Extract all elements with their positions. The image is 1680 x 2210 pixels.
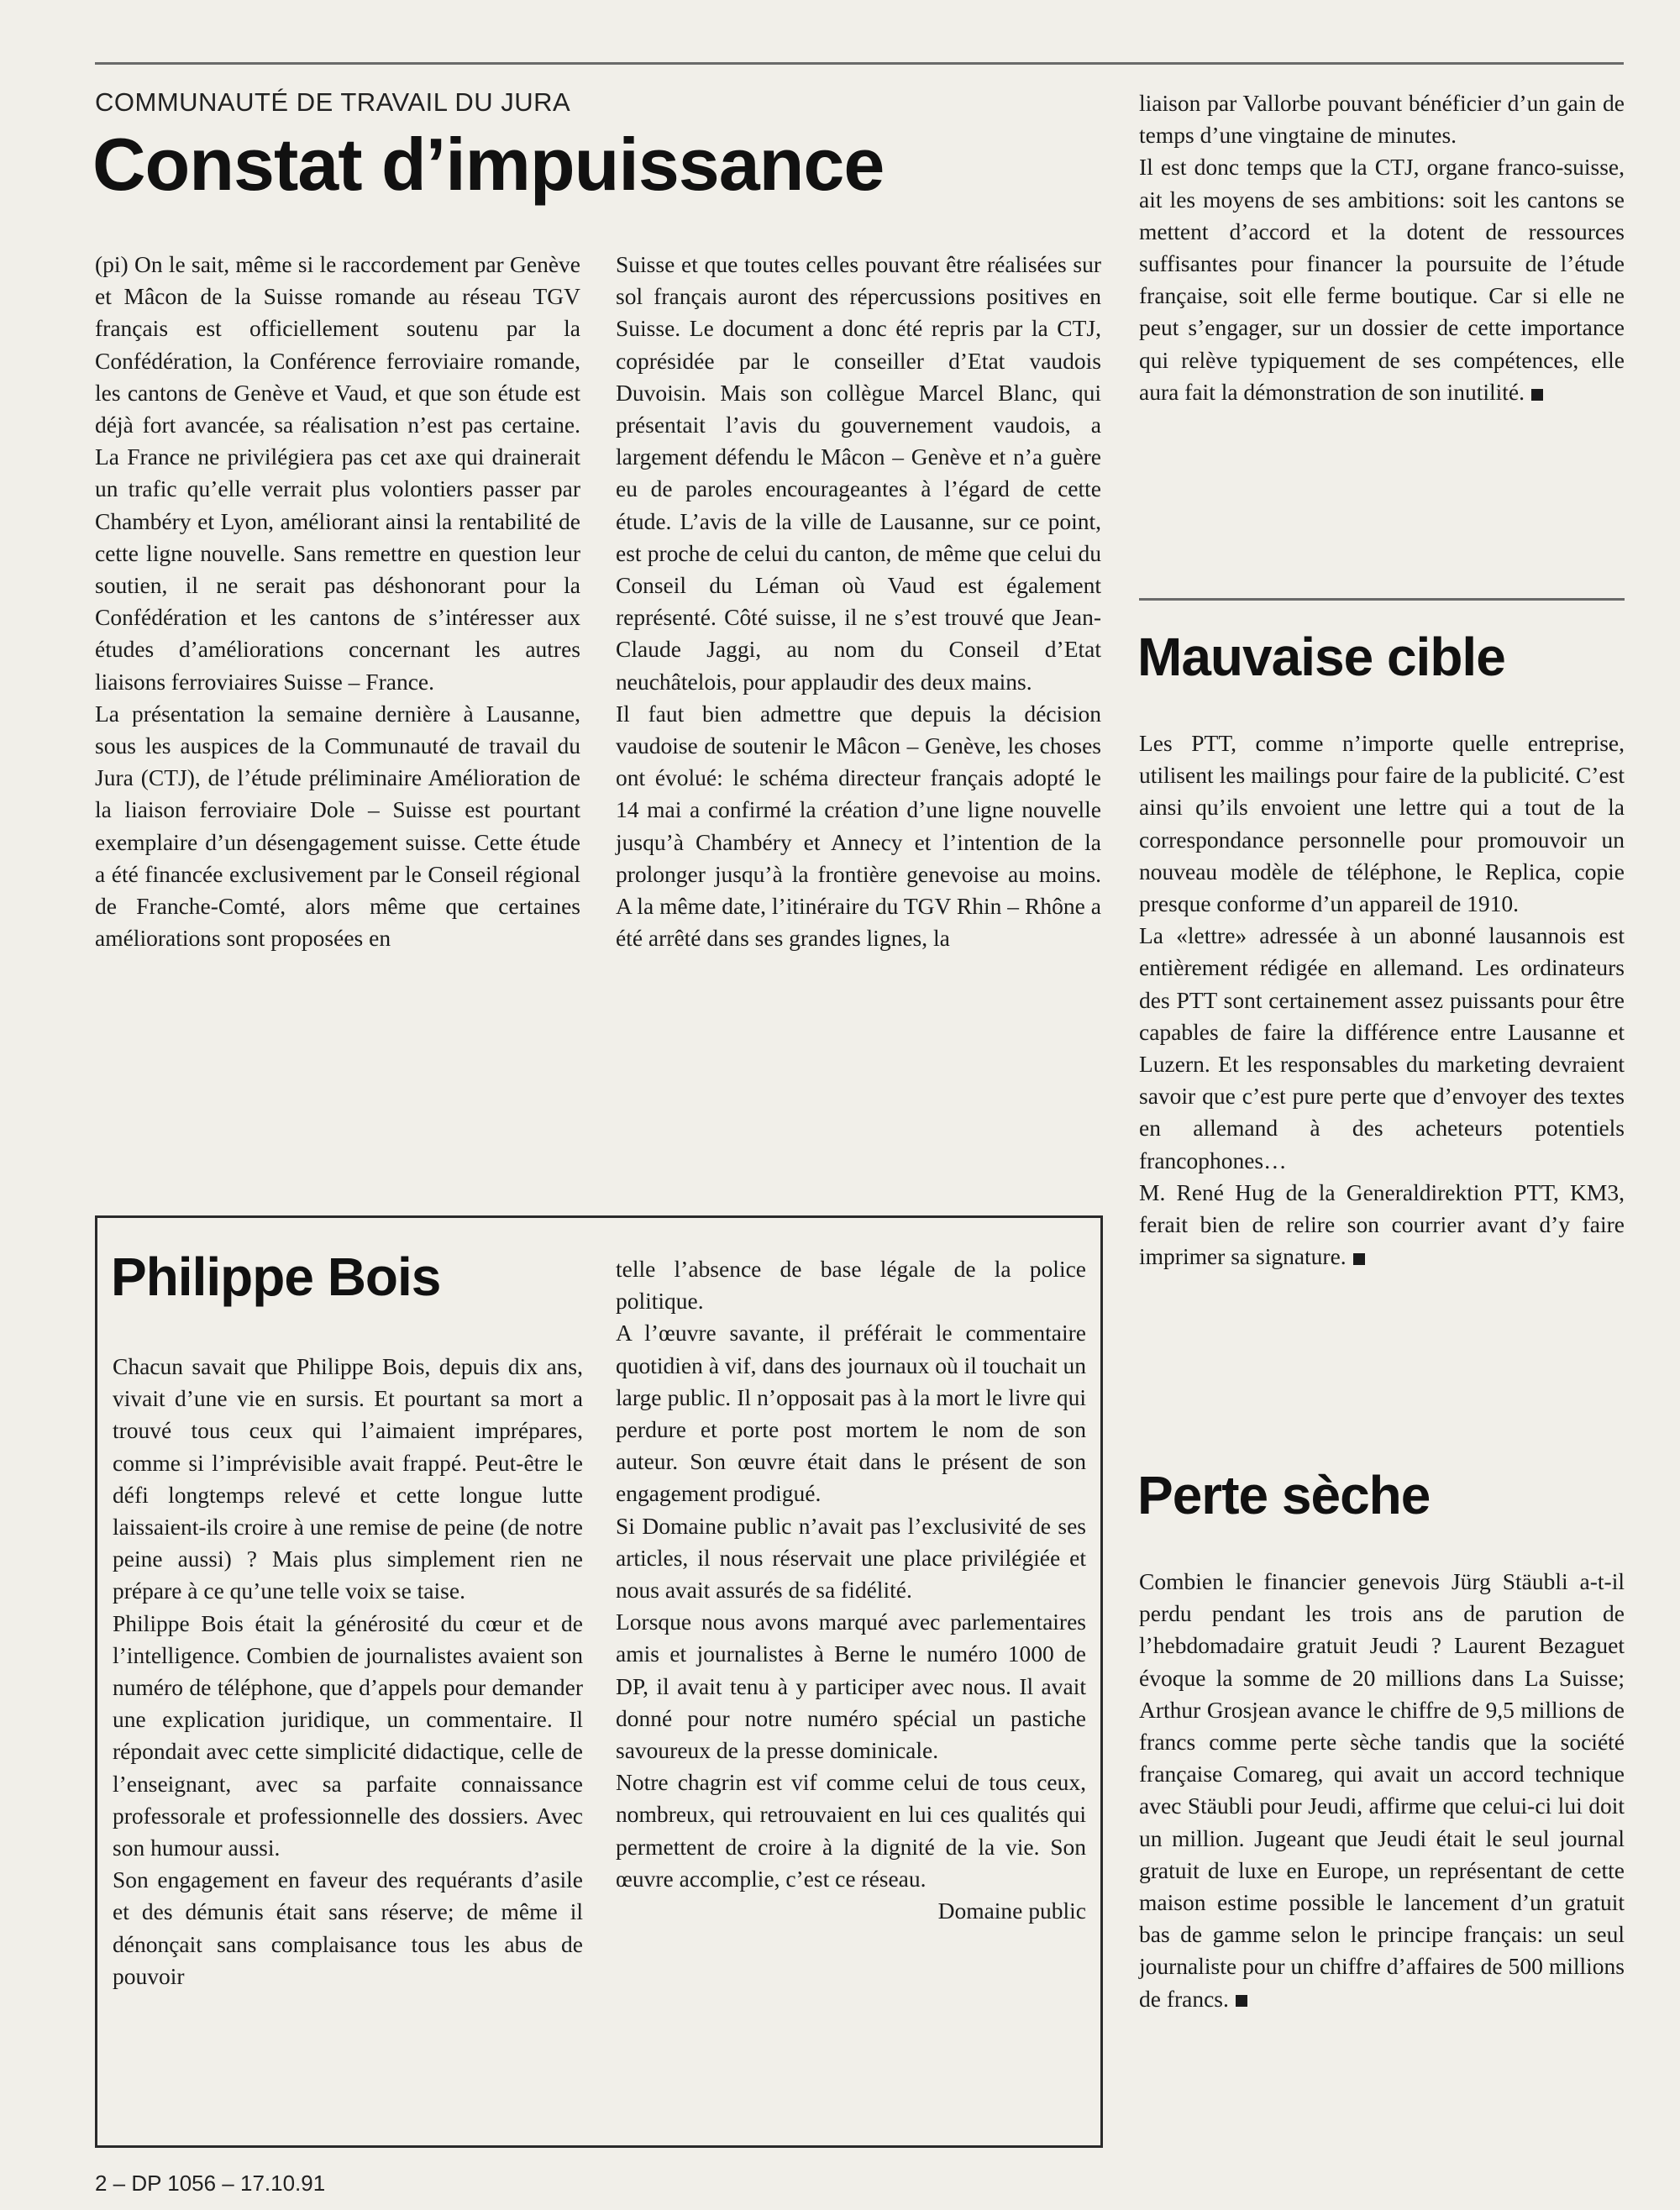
- article-column-3: [1139, 87, 1625, 408]
- article-kicker: COMMUNAUTÉ DE TRAVAIL DU JURA: [95, 87, 571, 117]
- tribute-signature: Domaine public: [937, 1898, 1086, 1924]
- article-paragraph: La «lettre» adressée à un abonné lausannois est entièrement rédigée en allemand. Les ordinateurs des PTT sont certainement assez puissants pour être capables de faire la différence entre Lausanne et Luzern. Et les responsables du marketing devraient savoir que c’est pure perte que d’envoyer des textes en allemand à des acheteurs potentiels francophones…: [1139, 922, 1625, 1173]
- article-paragraph: Si Domaine public n’avait pas l’exclusivité de ses articles, il nous réservait une place privilégiée et nous avait assurés de sa fidélité.: [616, 1512, 1086, 1604]
- article-paragraph: Il est donc temps que la CTJ, organe franco-suisse, ait les moyens de ses ambitions: soit les cantons se mettent d’accord et la dotent de ressources suffisantes pour financer la poursuite de l’étude française, soit elle ferme boutique. Car si elle ne peut s’engager, sur un dossier de cette importance qui relève typiquement de ses compétences, elle aura fait la démonstration de son inutilité.: [1139, 154, 1625, 405]
- end-mark-icon: [1353, 1253, 1365, 1265]
- article-column-2: [616, 249, 1101, 954]
- end-mark-icon: [1531, 389, 1543, 401]
- article-paragraph: Notre chagrin est vif comme celui de tous ceux, nombreux, qui retrouvaient en lui ces qualités qui permettent de croire à la dignité de la vie. Son œuvre accomplie, c’est ce réseau.: [616, 1769, 1086, 1892]
- article-headline: Constat d’impuissance: [92, 123, 885, 206]
- article-paragraph: Philippe Bois était la générosité du cœur et de l’intelligence. Combien de journalistes avaient son numéro de téléphone, que d’appels pour demander une explication juridique, un commentaire. Il répondait avec cette simplicité didactique, celle de l’enseignant, avec sa parfaite connaissance professorale et professionnelle des dossiers. Avec son humour aussi.: [113, 1609, 583, 1861]
- perte-seche-body: [1139, 1566, 1625, 2015]
- article-paragraph: M. René Hug de la Generaldirektion PTT, KM3, ferait bien de relire son courrier avant d’y faire imprimer sa signature.: [1139, 1178, 1625, 1270]
- article-paragraph: telle l’absence de base légale de la police politique.: [616, 1256, 1086, 1315]
- article-paragraph: Chacun savait que Philippe Bois, depuis dix ans, vivait d’une vie en sursis. Et pourtant sa mort a trouvé tous ceux qui l’aimaient imprépares, comme si l’imprévisible avait frappé. Peut-être le défi longtemps relevé et cette longue lutte laissaient-ils croire à une remise de peine (de notre peine aussi) ? Mais plus simplement rien ne prépare à ce qu’une telle voix se taise.: [113, 1353, 583, 1604]
- article-paragraph: Lorsque nous avons marqué avec parlementaires amis et journalistes à Berne le numéro 1000 de DP, il avait tenu à y participer avec nous. Il avait donné pour notre numéro spécial un pastiche savoureux de la presse dominicale.: [616, 1609, 1086, 1764]
- section-headline: Perte sèche: [1137, 1465, 1431, 1525]
- tribute-headline: Philippe Bois: [111, 1247, 441, 1307]
- section-rule: [1139, 598, 1625, 601]
- article-paragraph: A l’œuvre savante, il préférait le commentaire quotidien à vif, dans des journaux où il touchait un large public. Il n’opposait pas à la mort le livre qui perdure et porte post mortem le nom de son auteur. Son œuvre était dans le présent de son engagement prodigué.: [616, 1320, 1086, 1507]
- article-paragraph: Son engagement en faveur des requérants d’asile et des démunis était sans réserve; de même il dénonçait sans complaisance tous les abus de pouvoir: [113, 1866, 583, 1989]
- article-paragraph: liaison par Vallorbe pouvant bénéficier d’un gain de temps d’une vingtaine de minutes.: [1139, 90, 1625, 149]
- tribute-column-1: [113, 1351, 583, 1992]
- article-paragraph: Les PTT, comme n’importe quelle entreprise, utilisent les mailings pour faire de la publicité. C’est ainsi qu’ils envoient une lettre qui a tout de la correspondance personnelle pour promouvoir un nouveau modèle de téléphone, le Replica, copie presque conforme d’un appareil de 1910.: [1139, 730, 1625, 917]
- tribute-column-2: [616, 1253, 1086, 1927]
- article-paragraph: Combien le financier genevois Jürg Stäubli a-t-il perdu pendant les trois ans de parution de l’hebdomadaire gratuit Jeudi ? Laurent Bezaguet évoque la somme de 20 millions dans La Suisse; Arthur Grosjean avance le chiffre de 9,5 millions de francs comme perte sèche tandis que la société française Comareg, qui avait un accord technique avec Stäubli pour Jeudi, affirme que celui-ci lui doit un million. Jugeant que Jeudi était le seul journal gratuit de luxe en Europe, un représentant de cette maison estime possible le lancement d’un gratuit bas de gamme selon le principe français: un seul journaliste pour un chiffre d’affaires de 500 millions de francs.: [1139, 1568, 1625, 2012]
- end-mark-icon: [1236, 1995, 1247, 2007]
- article-paragraph: La présentation la semaine dernière à Lausanne, sous les auspices de la Communauté de travail du Jura (CTJ), de l’étude préliminaire Amélioration de la liaison ferroviaire Dole – Suisse est pourtant exemplaire d’un désengagement suisse. Cette étude a été financée exclusivement par le Conseil régional de Franche-Comté, alors même que certaines améliorations sont proposées en: [95, 700, 580, 952]
- article-paragraph: Suisse et que toutes celles pouvant être réalisées sur sol français auront des répercussions positives en Suisse. Le document a donc été repris par la CTJ, coprésidée par le conseiller d’Etat vaudois Duvoisin. Mais son collègue Marcel Blanc, qui présentait l’avis du gouvernement vaudois, a largement défendu le Mâcon – Genève et n’a guère eu de paroles encourageantes à l’égard de cette étude. L’avis de la ville de Lausanne, sur ce point, est proche de celui du canton, de même que celui du Conseil du Léman où Vaud est également représenté. Côté suisse, il ne s’est trouvé que Jean-Claude Jaggi, au nom du Conseil d’Etat neuchâtelois, pour applaudir des deux mains.: [616, 251, 1101, 695]
- article-paragraph: (pi) On le sait, même si le raccordement par Genève et Mâcon de la Suisse romande au réseau TGV français est officiellement soutenu par la Confédération, la Conférence ferroviaire romande, les cantons de Genève et Vaud, et que son étude est déjà fort avancée, sa réalisation n’est pas certaine. La France ne privilégiera pas cet axe qui drainerait un trafic qu’elle verrait plus volontiers passer par Chambéry et Lyon, améliorant ainsi la rentabilité de cette ligne nouvelle. Sans remettre en question leur soutien, il ne serait pas déshonorant pour la Confédération et les cantons de s’intéresser aux études d’améliorations concernant les autres liaisons ferroviaires Suisse – France.: [95, 251, 580, 695]
- section-headline: Mauvaise cible: [1137, 627, 1505, 687]
- top-rule: [95, 62, 1624, 65]
- article-paragraph: Il faut bien admettre que depuis la décision vaudoise de soutenir le Mâcon – Genève, les choses ont évolué: le schéma directeur français adopté le 14 mai a confirmé la création d’une ligne nouvelle jusqu’à Chambéry et Annecy et l’intention de la prolonger jusqu’à la frontière genevoise au moins. A la même date, l’itinéraire du TGV Rhin – Rhône a été arrêté dans ses grandes lignes, la: [616, 700, 1101, 952]
- mauvaise-cible-body: [1139, 727, 1625, 1273]
- article-column-1: [95, 249, 580, 954]
- page-footer: 2 – DP 1056 – 17.10.91: [95, 2171, 326, 2196]
